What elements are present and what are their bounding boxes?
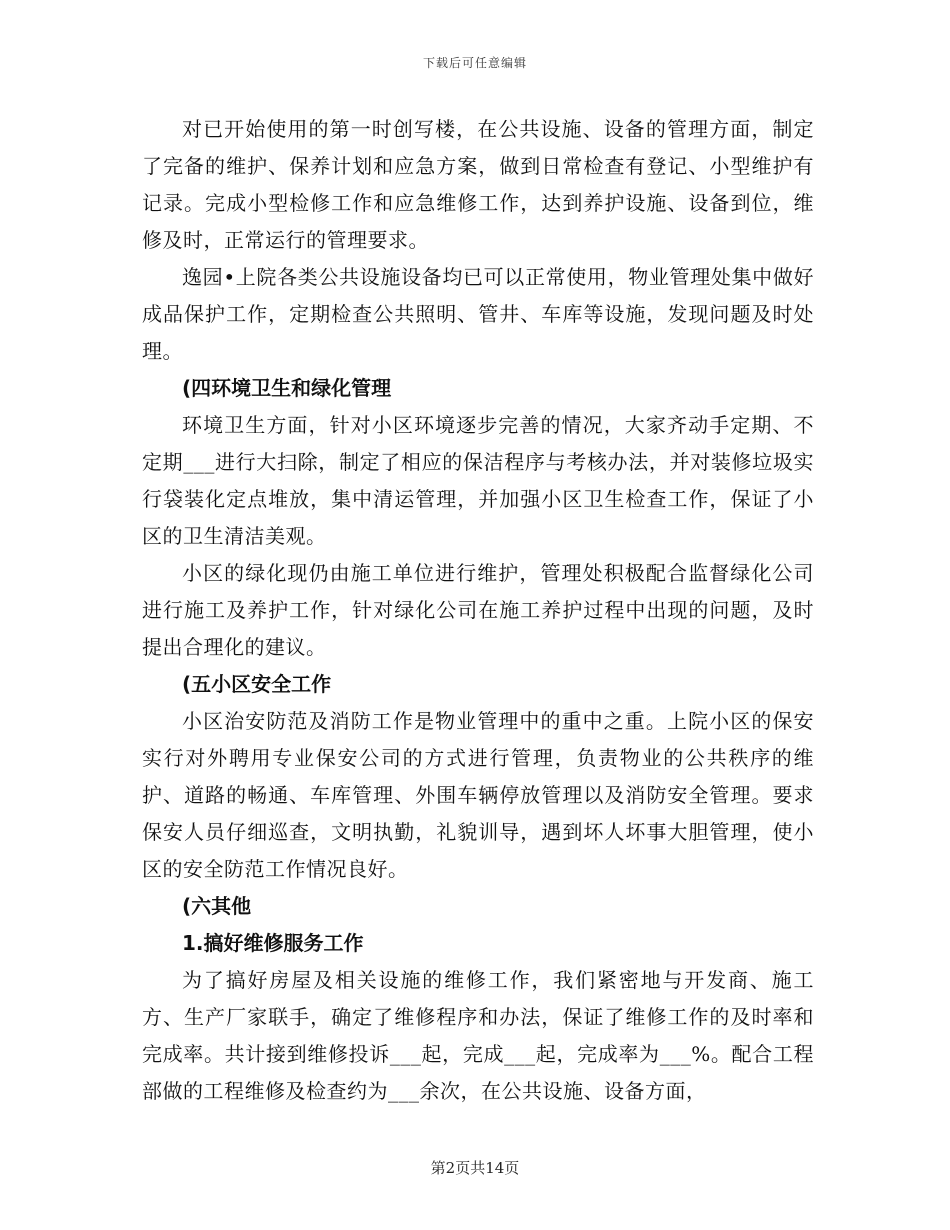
heading-section-6: (六其他 bbox=[182, 894, 252, 918]
paragraph-security: 小区治安防范及消防工作是物业管理中的重中之重。上院小区的保安实行对外聘用专业保安公司的方式进行管理，负责物业的公共秩序的维护、道路的畅通、车库管理、外围车辆停放管理以及消防安全管理。要求保安人员仔细巡查，文明执勤，礼貌训导，遇到坏人坏事大胆管理，使小区的安全防范工作情况良好。 bbox=[142, 709, 814, 881]
paragraph-repair-service: 为了搞好房屋及相关设施的维修工作，我们紧密地与开发商、施工方、生产厂家联手，确定了维修程序和办法，保证了维修工作的及时率和完成率。共计接到维修投诉___起，完成___起，完成率为___%。配合工程部做的工程维修及检查约为___余次，在公共设施、设备方面， bbox=[142, 968, 814, 1103]
page-header-note: 下载后可任意编辑 bbox=[422, 56, 527, 70]
paragraph-shangyuan-facilities: 逸园•上院各类公共设施设备均已可以正常使用，物业管理处集中做好成品保护工作，定期检查公共照明、管井、车库等设施，发现问题及时处理。 bbox=[142, 265, 814, 363]
heading-subsection-6-1: 1.搞好维修服务工作 bbox=[182, 931, 364, 955]
heading-section-4: (四环境卫生和绿化管理 bbox=[182, 376, 392, 400]
paragraph-sanitation: 环境卫生方面，针对小区环境逐步完善的情况，大家齐动手定期、不定期___进行大扫除，制定了相应的保洁程序与考核办法，并对装修垃圾实行袋装化定点堆放，集中清运管理，并加强小区卫生检查工作，保证了小区的卫生清洁美观。 bbox=[142, 413, 814, 548]
paragraph-facility-maintenance: 对已开始使用的第一时创写楼，在公共设施、设备的管理方面，制定了完备的维护、保养计划和应急方案，做到日常检查有登记、小型维护有记录。完成小型检修工作和应急维修工作，达到养护设施、设备到位，维修及时，正常运行的管理要求。 bbox=[142, 117, 814, 252]
document-body bbox=[142, 111, 814, 1110]
page-number-footer: 第2页共14页 bbox=[430, 1159, 520, 1177]
paragraph-greening: 小区的绿化现仍由施工单位进行维护，管理处积极配合监督绿化公司进行施工及养护工作，针对绿化公司在施工养护过程中出现的问题，及时提出合理化的建议。 bbox=[142, 561, 814, 659]
heading-section-5: (五小区安全工作 bbox=[182, 672, 332, 696]
